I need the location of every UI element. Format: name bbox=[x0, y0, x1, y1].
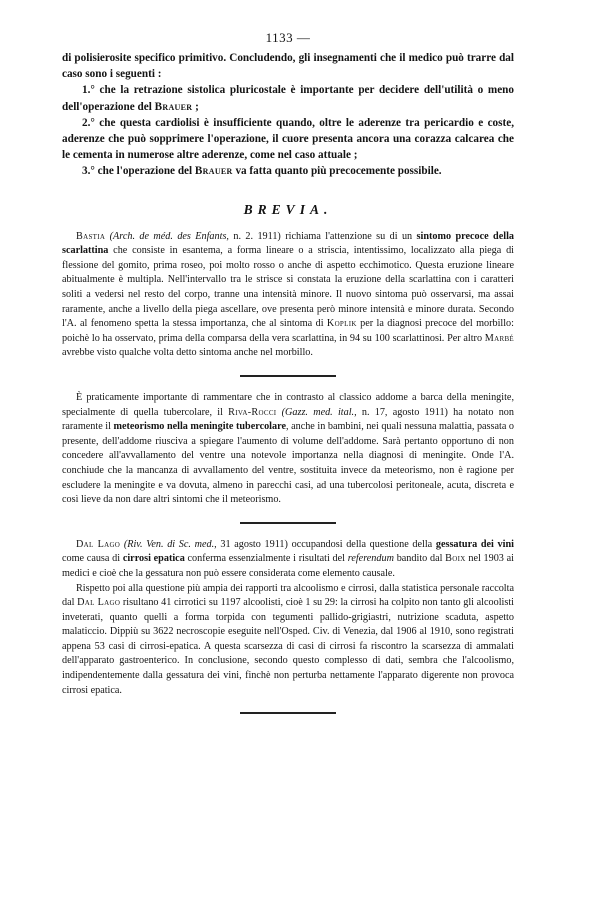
entry-text: , anche in bambini, nei quali nessuna malattia, passata o presente, dell'addome riusciva a spiegare l'aumento di volume dell'addome. Sarà pertanto opportuno di non concedere all'avvallamento del ventre una notevole importanza nella diagnosi di meningite. Onde l'A. conchiude che la mancanza di avvallamento del ventre, sostituita invece da meteorismo, non è ragione per escludere la meningite e va dovuta, almeno in parecchi casi, ad una tubercolosi peritoneale, acuta, discreta e così lieve da non dare altri sintomi che il meteorismo. bbox=[62, 421, 515, 506]
entry-text: conferma essenzialmente i risultati del bbox=[184, 553, 348, 565]
brevia-section bbox=[62, 230, 514, 715]
conclusion-item-1 bbox=[62, 82, 514, 114]
section-heading-brevia: BREVIA. bbox=[243, 201, 333, 217]
author-name: Boix bbox=[445, 553, 466, 565]
section-divider bbox=[240, 522, 336, 524]
key-term: cirrosi epatica bbox=[122, 553, 185, 565]
brevia-entry-riva-rocci bbox=[62, 391, 514, 508]
entry-text: che consiste in esantema, a forma lineare o a striscia, intentissimo, localizzato alla piega di flessione del gomito, prima roseo, poi molto rosso o anche di aspetto ecchimotico. Questa eruzione lineare abitualmente è multipla. Nell'intervallo tra le strisce si constata la eruzione della scarlattina con i caratteri soliti a vedersi nel resto del corpo, tranne una intensità minore. Il nuovo sintoma può osservarsi, ma assai raramente, anche a livello della piega ascellare, ove presenta però minore intensità e minore durata. Secondo l'A. al fenomeno spetta la stessa importanza, che al sintoma di bbox=[62, 245, 514, 330]
entry-text: per la diagnosi precoce del morbillo: poichè lo ha osservato, prima della comparsa della vera scarlattina, in 94 su 100 scarlattinosi. Per altro bbox=[62, 318, 514, 344]
author-name: Marbé bbox=[484, 332, 514, 344]
entry-text: n. 17, agosto 1911) ha notato non raramente il bbox=[62, 406, 514, 433]
brevia-entry-dal-lago bbox=[62, 538, 514, 582]
intro-section bbox=[62, 50, 514, 180]
journal-page bbox=[62, 30, 514, 728]
conclusion-1-text-a: 1.° che la retrazione sistolica pluricostale è importante per decidere dell'utilità o meno dell'operazione del bbox=[62, 84, 514, 113]
italic-term: referendum bbox=[347, 553, 394, 565]
conclusion-3-text-a: 3.° che l'operazione del bbox=[82, 165, 195, 178]
brevia-entry-dal-lago-continued bbox=[62, 582, 514, 699]
author-name: Dal Lago bbox=[76, 538, 121, 550]
entry-text: come causa di bbox=[62, 553, 123, 565]
citation: (Arch. de méd. des Enfants, bbox=[109, 230, 229, 242]
entry-text: Rispetto poi alla questione più ampia dei rapporti tra alcoolismo e cirrosi, dalla statistica personale raccolta dal bbox=[62, 582, 514, 609]
entry-text: risultano 41 cirrotici su 1197 alcoolisti, cioè 1 su 29: la cirrosi ha colpito non tanto gli alcoolisti inveterati, quanto quelli a forma torpida con tegumenti pallido-grigiastri, nutrizione scaduta, aspetto malaticcio. Dippiù su 3622 necroscopie eseguite nell'Osped. Civ. di Venezia, dal 1906 al 1910, sono registrati appena 53 casi di cirrosi-epatica. A questa scarsezza di casi di cirrosi fa riscontro la scarsezza di ammalati dell'apparato gastroenterico. In conclusione, secondo questo complesso di dati, sembra che l'alcoolismo, indipendentemente dalla gessatura dei vini, finchè non perturba nettamente l'apparato digerente non provoca cirrosi epatica. bbox=[62, 597, 514, 696]
entry-text: nel 1903 ai medici e cioè che la gessatura non può essere considerata come elemento causale. bbox=[62, 553, 514, 579]
author-name: Riva-Rocci bbox=[228, 406, 277, 418]
entry-text: bandito dal bbox=[393, 553, 446, 565]
conclusion-3-text-b: va fatta quanto più precocemente possibile. bbox=[232, 165, 442, 178]
entry-text: È praticamente importante di rammentare che in contrasto al classico addome a barca della meningite, specialmente di quella tubercolare, il bbox=[62, 391, 514, 418]
conclusion-1-text-b: ; bbox=[192, 100, 199, 113]
entry-text: 31 agosto 1911) occupandosi della questione della bbox=[216, 538, 436, 550]
key-term: sintomo precoce della scarlattina bbox=[62, 230, 514, 257]
section-divider bbox=[240, 375, 336, 377]
conclusion-item-3 bbox=[62, 163, 514, 179]
author-name: Dal Lago bbox=[77, 597, 121, 609]
page-number: 1133 — bbox=[265, 30, 311, 45]
entry-text: avrebbe visto qualche volta detto sintoma anche nel morbillo. bbox=[62, 347, 313, 359]
author-name: Koplik bbox=[326, 318, 357, 330]
conclusion-item-2: 2.° che questa cardiolisi è insufficiente quando, oltre le aderenze tra pericardio e coste, aderenze che può sopprimere l'operazione, il cuore presenta ancora una corazza calcarea che le cementa in numerose altre aderenze, come nel caso attuale ; bbox=[62, 116, 514, 162]
citation: (Gazz. med. ital., bbox=[281, 406, 357, 418]
key-term: meteorismo nella meningite tubercolare bbox=[113, 421, 286, 433]
author-name-brauer: Brauer bbox=[154, 100, 193, 113]
author-name-brauer: Brauer bbox=[194, 165, 233, 178]
section-divider bbox=[240, 712, 336, 714]
author-name: Bastia bbox=[76, 230, 106, 242]
citation: (Riv. Ven. di Sc. med., bbox=[123, 538, 217, 550]
key-term: gessatura dei vini bbox=[435, 538, 514, 550]
brevia-entry-bastia bbox=[62, 230, 514, 361]
intro-paragraph: di polisierosite specifico primitivo. Concludendo, gli insegnamenti che il medico può trarre dal caso sono i seguenti : bbox=[62, 52, 514, 81]
entry-text: n. 2. 1911) richiama l'attenzione su di un bbox=[228, 230, 417, 242]
